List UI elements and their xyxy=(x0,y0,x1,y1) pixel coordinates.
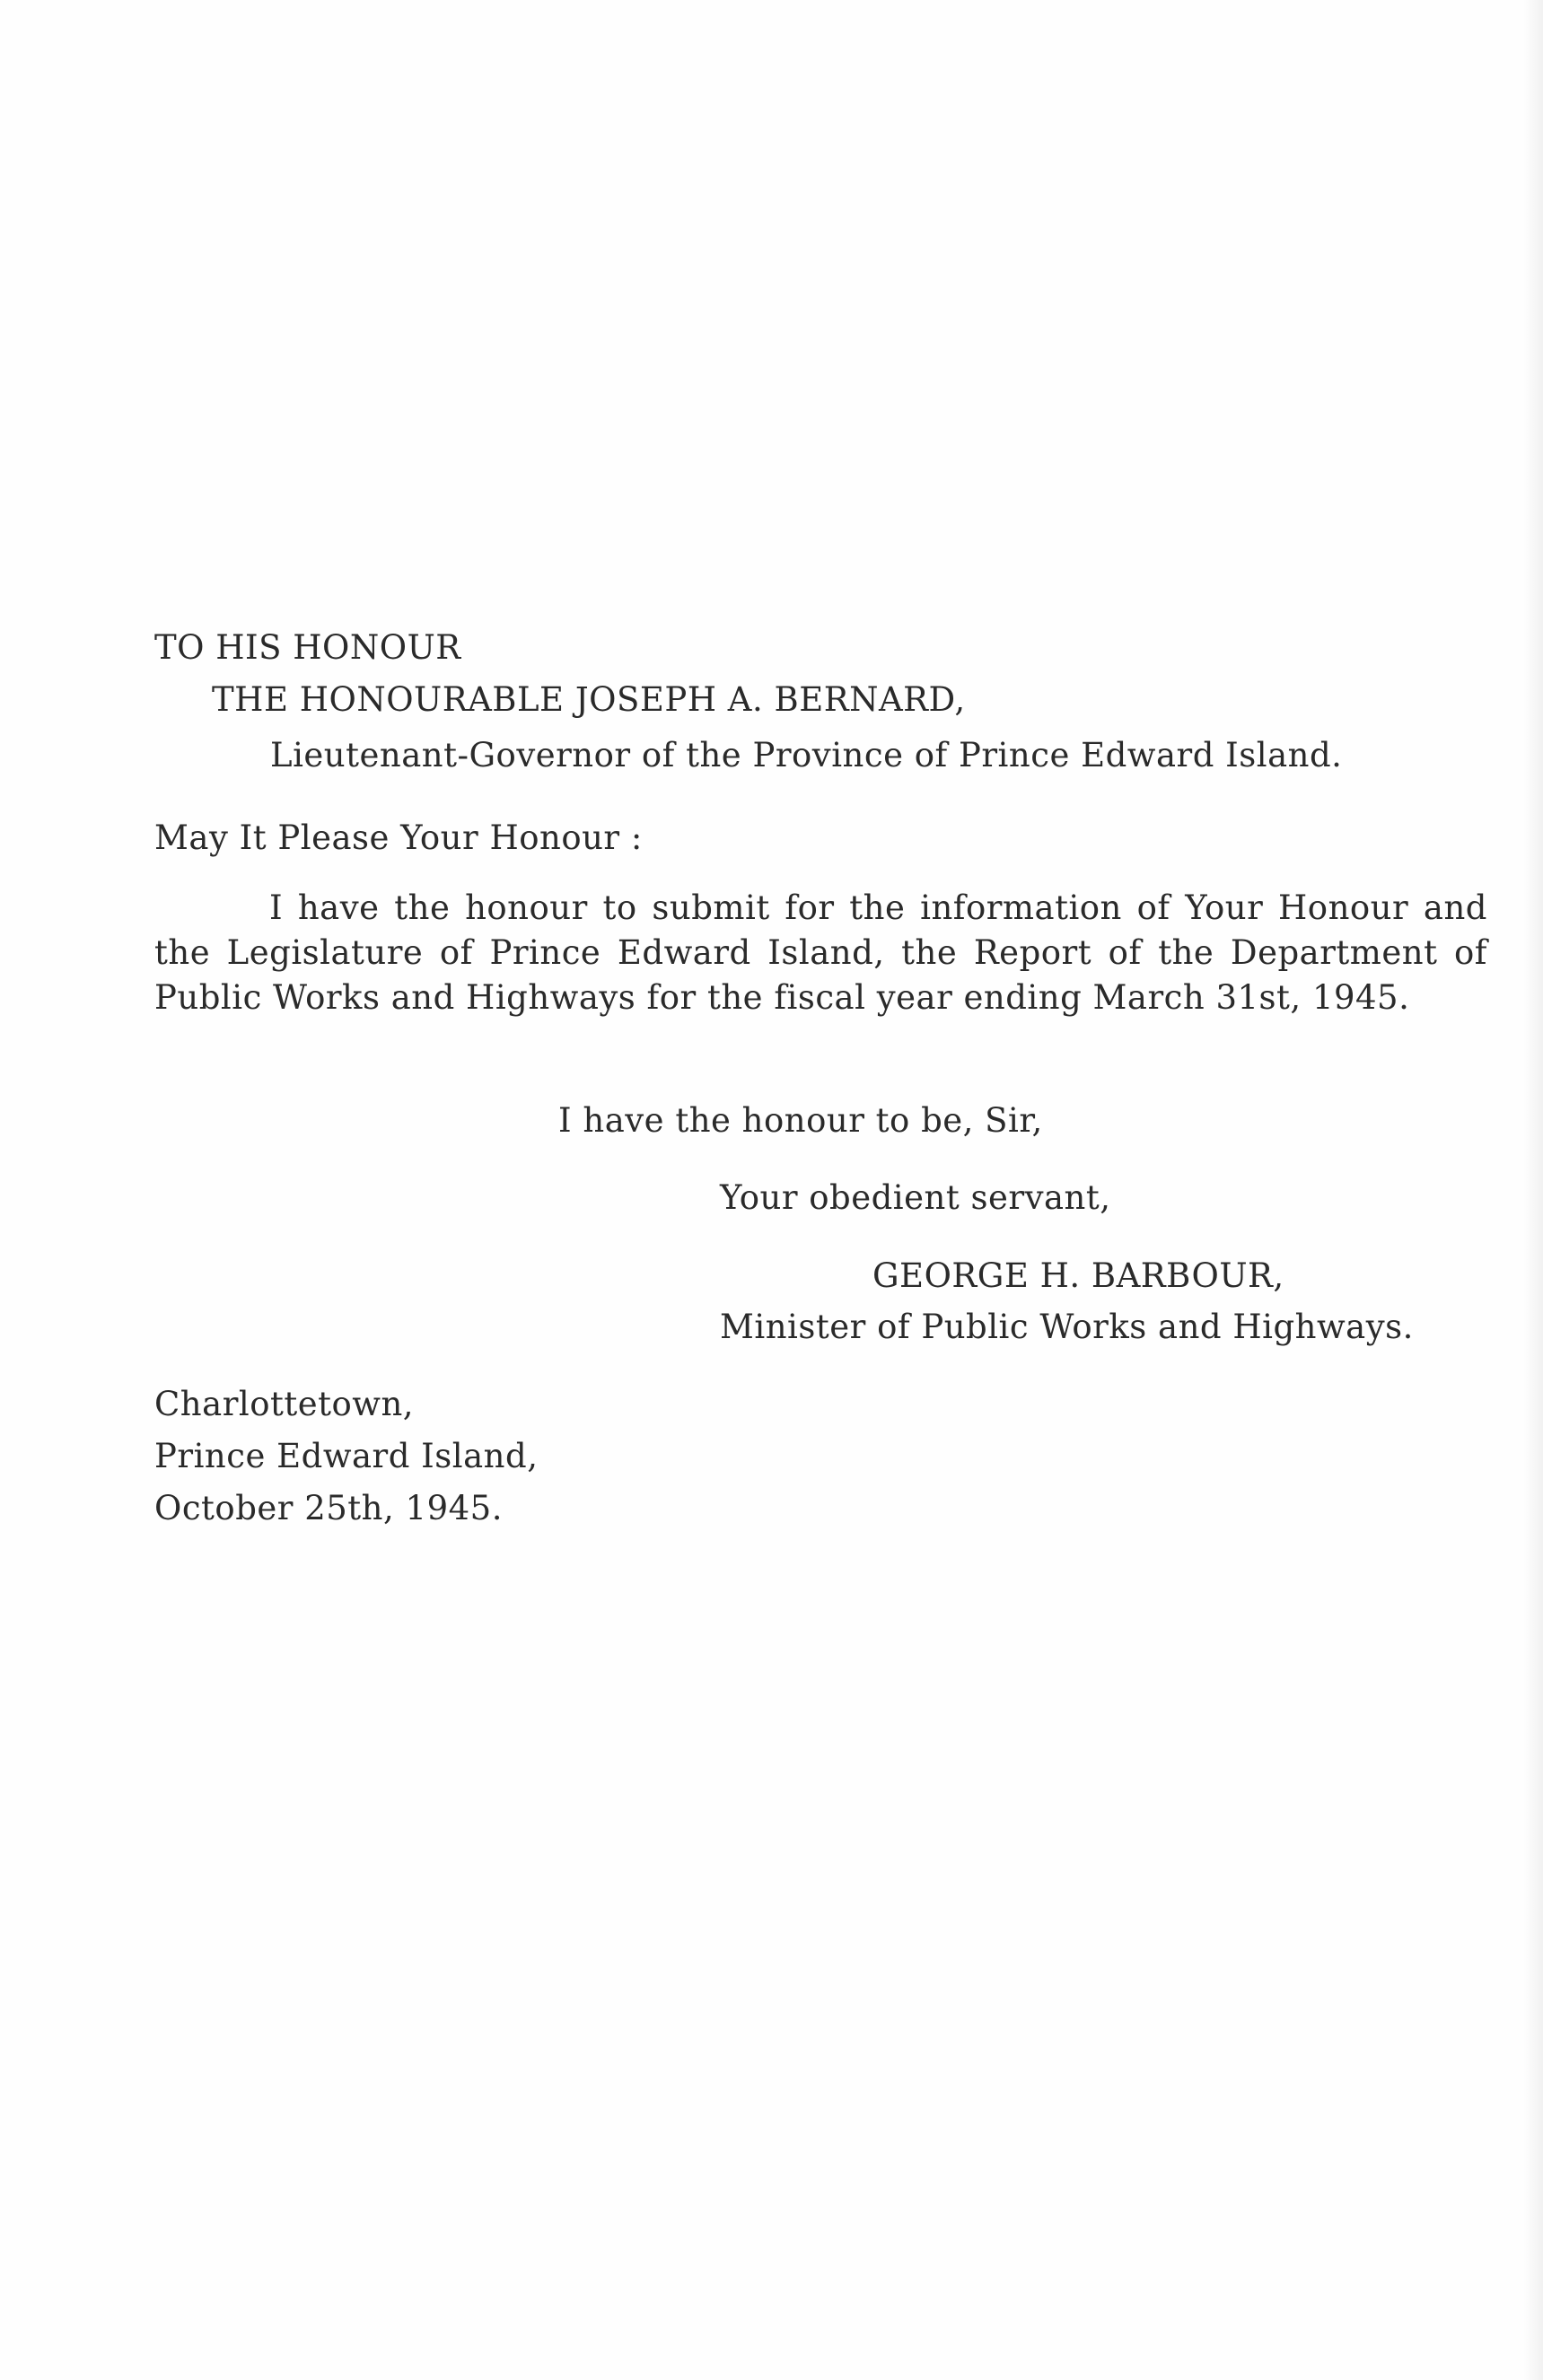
closing-line-1: I have the honour to be, Sir, xyxy=(558,1101,1043,1140)
document-date: October 25th, 1945. xyxy=(154,1489,503,1527)
signature-title: Minister of Public Works and Highways. xyxy=(720,1308,1414,1346)
address-line-3: Lieutenant-Governor of the Province of Prince Edward Island. xyxy=(270,736,1343,774)
place-city: Charlottetown, xyxy=(154,1385,415,1423)
closing-line-2: Your obedient servant, xyxy=(720,1178,1111,1217)
body-paragraph: I have the honour to submit for the information of Your Honour and the Legislature of Prince Edward Island, the Report of the Department of Public Works and Highways for the fiscal year ending March 31st, 1945. xyxy=(154,888,1487,1017)
page-edge-shadow xyxy=(1523,0,1543,2380)
place-province: Prince Edward Island, xyxy=(154,1437,539,1475)
address-line-2: THE HONOURABLE JOSEPH A. BERNARD, xyxy=(212,680,966,719)
address-line-1: TO HIS HONOUR xyxy=(154,628,461,667)
salutation: May It Please Your Honour : xyxy=(154,818,643,857)
signature-name: GEORGE H. BARBOUR, xyxy=(872,1256,1284,1295)
